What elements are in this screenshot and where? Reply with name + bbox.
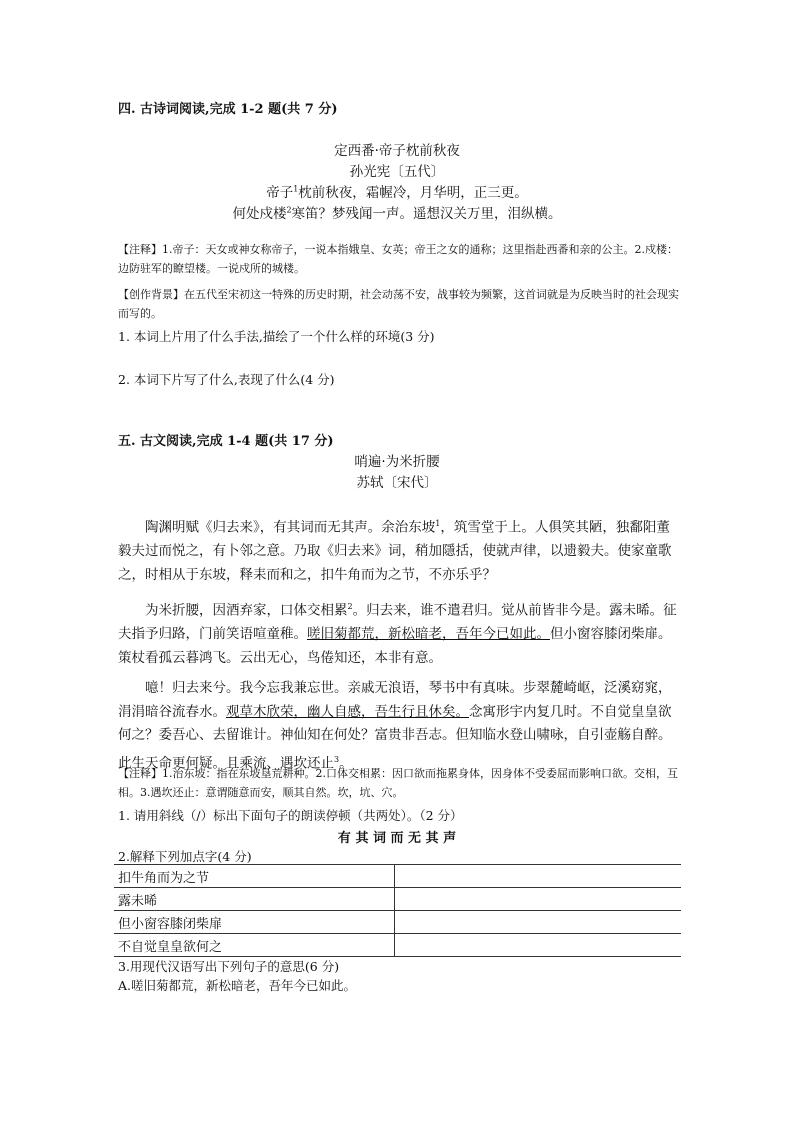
prose-author: 苏轼〔宋代〕	[356, 475, 438, 491]
poem-background: 【创作背景】在五代至宋初这一特殊的历史时期，社会动荡不安，战事较为频繁，这首词就是为反映当时的社会现实而写的。	[118, 288, 679, 320]
paragraph-text: ，筑雪堂于上。人俱笑其陋，独鄱阳董毅夫过而悦之，有卜邻之意。乃取《归去来》词，稍加隱括，使就声律，以遗毅夫。使家童歌之，时相从于东坡，释耒而和之，扣牛角而为之节，不亦乐乎？	[118, 519, 672, 583]
prose-paragraph-1	[118, 512, 683, 587]
s5-question-2: 2.解释下列加点字(4 分)	[118, 849, 252, 864]
table-cell-term: 不自觉皇皇欲何之	[114, 934, 395, 957]
table-row	[114, 865, 681, 888]
paragraph-text: 但小窗容膝闭柴扉。策杖看孤云暮鸿飞。云出无心，鸟倦知还，本非有意。	[118, 626, 672, 666]
table-cell-term: 扣牛角而为之节	[114, 865, 395, 888]
footnote-mark: 2	[347, 602, 353, 611]
table-cell-term: 但小窗容膝闭柴扉	[114, 911, 395, 934]
poem-title: 定西番·帝子枕前秋夜	[334, 143, 460, 159]
table-row	[114, 888, 681, 911]
prose-paragraph-2	[118, 595, 683, 670]
poem-line-2-b: 寒笛？梦残闻一声。遥想汉关万里，泪纵横。	[291, 206, 562, 222]
paragraph-text: 。归去来，谁不遣君归。觉从前皆非今是。露未晞。征夫指予归路，门前笑语喧童稚。	[118, 602, 677, 642]
paragraph-text: 噫！归去来兮。我今忘我兼忘世。亲戚无浪语，琴书中有真味。步翠麓崎岖，泛溪窈窕，涓涓暗谷流春水。	[118, 680, 672, 720]
poem-author: 孙光宪〔五代〕	[349, 164, 445, 180]
section4-heading: 四. 古诗词阅读,完成 1-2 题(共 7 分)	[118, 102, 338, 117]
poem-line-2-a: 何处戍楼	[232, 206, 287, 222]
paragraph-text: 。	[339, 755, 353, 771]
table-cell-term: 露未晞	[114, 888, 395, 911]
footnote-mark: 3	[334, 754, 340, 764]
poem-line-1	[117, 181, 677, 201]
s5-question-1: 1. 请用斜线（/）标出下面句子的朗读停顿（共两处）。（2 分）	[118, 808, 463, 823]
poem-line-1-b: 枕前秋夜，霜幄冷，月华明，正三更。	[298, 185, 528, 201]
answer-cell[interactable]	[395, 865, 682, 888]
poem-line-2	[117, 202, 677, 222]
answer-cell[interactable]	[395, 888, 682, 911]
poem-line-1-a: 帝子	[266, 185, 294, 201]
table-row	[114, 911, 681, 934]
footnote-mark: 2	[286, 205, 292, 215]
prose-notes: 【注释】1.治东坡：指在东坡垦荒耕种。2.口体交相累：因口欲而拖累身体，因身体不受委屈而影响口欲。交相，互相。3.遇坎还止：意谓随意而安，顺其自然。坎，坑、穴。	[118, 767, 678, 799]
poem-notes: 【注释】1.帝子：天女或神女称帝子，一说本指娥皇、女英；帝王之女的通称；这里指赴西番和亲的公主。2.戍楼：边防驻军的瞭望楼。一说戍所的城楼。	[118, 243, 678, 275]
prose-title: 哨遍·为米折腰	[354, 454, 440, 470]
answer-cell[interactable]	[395, 911, 682, 934]
section5-heading: 五. 古文阅读,完成 1-4 题(共 17 分)	[118, 434, 334, 449]
s5-question-3: 3.用现代汉语写出下列句子的意思(6 分)	[118, 959, 340, 974]
paragraph-text: 陶渊明赋《归去来》，有其词而无其声。余治东坡	[145, 519, 436, 536]
prose-paragraph-3	[118, 677, 683, 776]
table-row	[114, 934, 681, 957]
pause-sentence: 有 其 词 而 无 其 声	[337, 831, 457, 846]
explain-table	[114, 864, 681, 957]
paragraph-text: 为米折腰，因酒弃家，口体交相累	[145, 602, 348, 619]
footnote-mark: 1	[293, 184, 299, 194]
underlined-sentence: 嗟旧菊都荒，新松暗老，吾年今已如此。	[307, 626, 550, 642]
underlined-sentence: 观草木欣荣，幽人自感，吾生行且休矣。	[226, 703, 469, 720]
footnote-mark: 1	[435, 519, 441, 528]
paragraph-text: 念寓形宇内复几时。不自觉皇皇欲何之？委吾心、去留谁计。神仙知在何处？富贵非吾志。但知临水登山啸咏，自引壶觞自醉。此生天命更何疑。且乘流、遇坎还止	[118, 703, 672, 771]
s4-question-2: 2. 本词下片写了什么,表现了什么(4 分)	[118, 372, 335, 387]
s5-question-3a: A.嗟旧菊都荒，新松暗老，吾年今已如此。	[118, 978, 357, 993]
s4-question-1: 1. 本词上片用了什么手法,描绘了一个什么样的环境(3 分)	[118, 329, 435, 344]
answer-cell[interactable]	[395, 934, 682, 957]
